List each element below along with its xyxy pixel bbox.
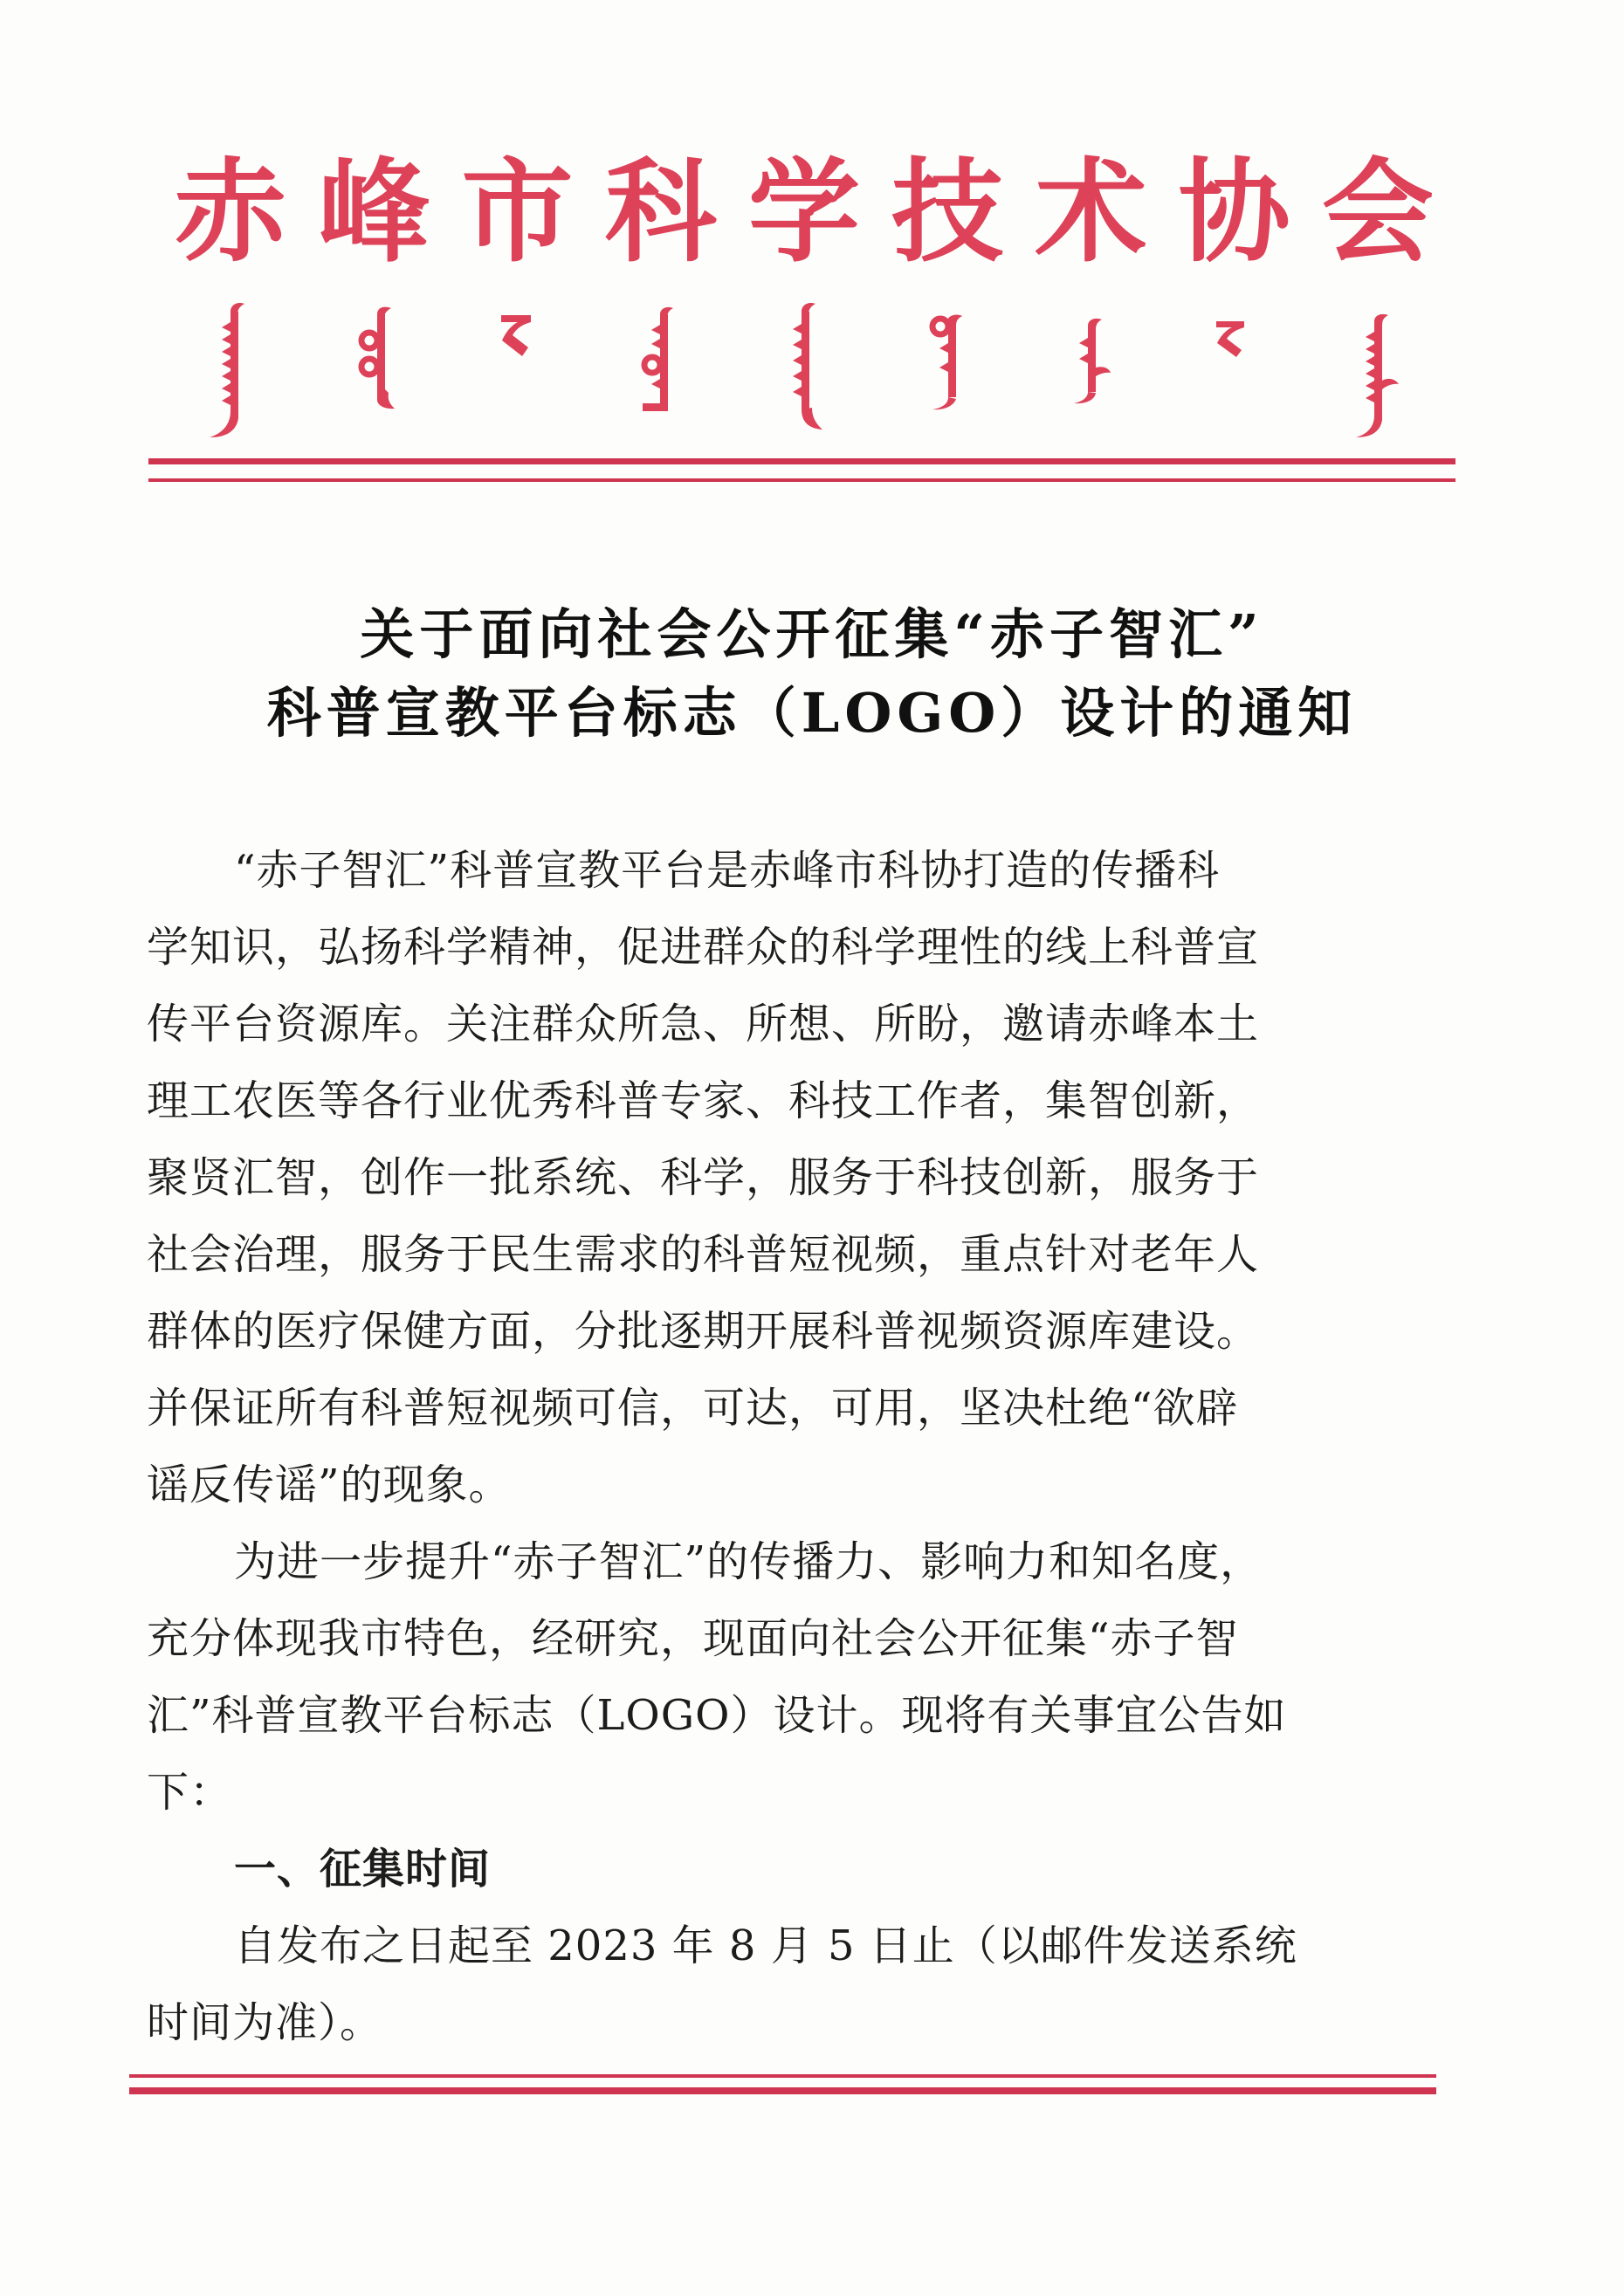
mongolian-word-glyph: [351, 306, 403, 412]
letterhead-rule-thick: [148, 458, 1455, 464]
org-name-mongolian: [199, 299, 1407, 443]
mongolian-word-glyph: [1345, 313, 1407, 439]
mongolian-word-glyph: [494, 310, 541, 361]
body-line: 学知识，弘扬科学精神，促进群众的科学理性的线上科普宣: [147, 923, 1260, 972]
document-title: [0, 595, 1624, 753]
body-line: 并保证所有科普短视频可信，可达，可用，坚决杜绝“欲辟: [147, 1384, 1239, 1433]
body-line: 自发布之日起至 2023 年 8 月 5 日止（以邮件发送系统: [234, 1921, 1297, 1970]
body-line: 理工农医等各行业优秀科普专家、科技工作者，集智创新，: [147, 1076, 1260, 1125]
body-line: 汇”科普宣教平台标志（LOGO）设计。现将有关事宜公告如: [147, 1691, 1287, 1740]
body-line: 充分体现我市特色，经研究，现面向社会公开征集“赤子智: [147, 1614, 1239, 1663]
title-line-2: 科普宣教平台标志（LOGO）设计的通知: [266, 681, 1358, 745]
body-line: 传平台资源库。关注群众所急、所想、所盼，邀请赤峰本土: [147, 1000, 1260, 1048]
body-line: 下：: [147, 1768, 233, 1817]
section-heading: 一、征集时间: [234, 1845, 492, 1894]
footer-rule-thin: [129, 2074, 1436, 2078]
mongolian-word-glyph: [1063, 317, 1119, 404]
mongolian-word-glyph: [632, 306, 685, 421]
body-line: 谣反传谣”的现象。: [147, 1461, 512, 1509]
mongolian-word-glyph: [199, 301, 260, 439]
body-line: 为进一步提升“赤子智汇”的传播力、影响力和知名度，: [234, 1537, 1263, 1586]
title-line-1: 关于面向社会公开征集“赤子智汇”: [360, 602, 1264, 666]
body-line: 聚贤汇智，创作一批系统、科学，服务于科技创新，服务于: [147, 1153, 1260, 1202]
body-line: 时间为准）。: [147, 1998, 383, 2047]
body-line: “赤子智汇”科普宣教平台是赤峰市科协打造的传播科: [234, 846, 1221, 895]
mongolian-word-glyph: [920, 313, 973, 411]
letterhead-rule-thin: [148, 478, 1455, 482]
org-name: 赤 峰 市 科 学 技 术 协 会: [175, 147, 1434, 278]
body-line: 社会治理，服务于民生需求的科普短视频，重点针对老年人: [147, 1230, 1260, 1279]
mongolian-word-glyph: [1210, 317, 1254, 361]
mongolian-word-glyph: [775, 301, 829, 432]
footer-rule-thick: [129, 2087, 1436, 2094]
body-line: 群体的医疗保健方面，分批逐期开展科普视频资源库建设。: [147, 1307, 1260, 1356]
document-body: [147, 832, 1442, 2061]
